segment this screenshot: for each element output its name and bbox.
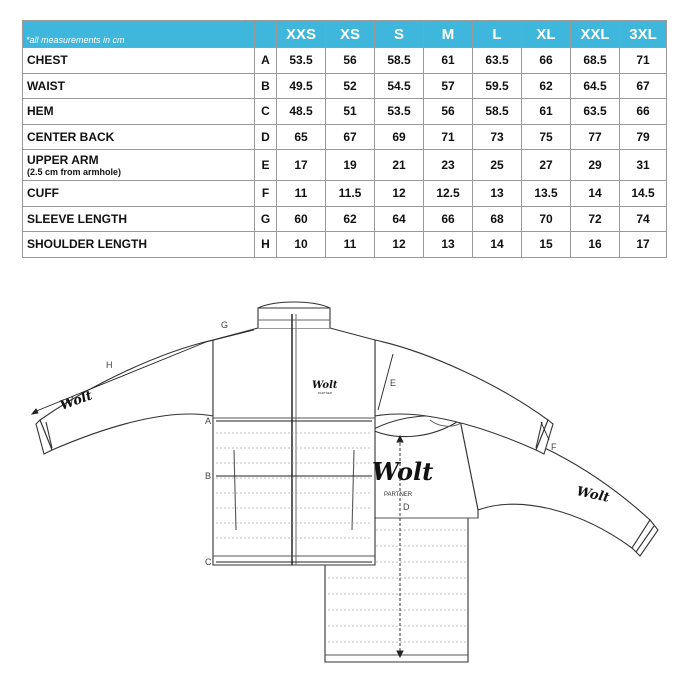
measurement-value: 67 [326, 124, 375, 150]
measurement-value: 11 [326, 232, 375, 258]
label-a: A [205, 416, 212, 426]
measurement-name [23, 206, 255, 232]
measurement-value: 71 [424, 124, 473, 150]
measurement-value: 68 [473, 206, 522, 232]
measurement-name [23, 73, 255, 99]
measurement-name-text: HEM [27, 104, 54, 119]
measurement-value: 49.5 [277, 73, 326, 99]
measurement-value: 69 [375, 124, 424, 150]
measurement-name [23, 48, 255, 74]
measurement-value: 17 [277, 150, 326, 181]
measurement-value: 64.5 [571, 73, 620, 99]
measurement-value: 12.5 [424, 181, 473, 207]
measurement-row [23, 48, 667, 74]
label-g: G [221, 320, 229, 330]
measurement-value: 67 [620, 73, 667, 99]
measurement-value: 63.5 [571, 99, 620, 125]
measurement-name-text: SHOULDER LENGTH [27, 237, 147, 252]
measurement-value: 59.5 [473, 73, 522, 99]
label-f: F [551, 442, 557, 452]
measurement-value: 72 [571, 206, 620, 232]
measurement-value: 48.5 [277, 99, 326, 125]
measurement-value: 62 [522, 73, 571, 99]
measurement-value: 77 [571, 124, 620, 150]
measurement-subnote: (2.5 cm from armhole) [27, 167, 122, 177]
jacket-diagram [0, 290, 684, 690]
measurement-value: 21 [375, 150, 424, 181]
size-header: M [424, 21, 473, 48]
measurement-row [23, 124, 667, 150]
right-sleeve-logo: Wolt [575, 484, 611, 506]
measurement-value: 52 [326, 73, 375, 99]
size-header: XL [522, 21, 571, 48]
measurement-name-text: WAIST [27, 78, 65, 93]
measurement-letter: E [255, 150, 277, 181]
measurement-value: 61 [522, 99, 571, 125]
measurement-value: 61 [424, 48, 473, 74]
measurement-value: 13 [473, 181, 522, 207]
front-logo-text: Wolt [312, 380, 338, 391]
measurement-letter: C [255, 99, 277, 125]
measurement-row [23, 73, 667, 99]
measurement-value: 53.5 [375, 99, 424, 125]
measurement-value: 11.5 [326, 181, 375, 207]
measurement-value: 64 [375, 206, 424, 232]
measurement-value: 79 [620, 124, 667, 150]
measurement-value: 54.5 [375, 73, 424, 99]
measurement-value: 70 [522, 206, 571, 232]
measurement-value: 13 [424, 232, 473, 258]
back-logo-sub: PARTNER [384, 492, 413, 498]
size-header-row [23, 21, 667, 48]
front-logo-sub: PARTNER [318, 391, 333, 395]
measurement-value: 65 [277, 124, 326, 150]
size-header: 3XL [620, 21, 667, 48]
label-h: H [106, 360, 113, 370]
measurement-letter: A [255, 48, 277, 74]
measurement-value: 12 [375, 181, 424, 207]
measurement-value: 51 [326, 99, 375, 125]
measurement-name-text: UPPER ARM [27, 153, 99, 167]
measurement-value: 66 [424, 206, 473, 232]
measurement-name [23, 124, 255, 150]
measurement-name [23, 99, 255, 125]
measurement-letter: D [255, 124, 277, 150]
measurement-name-text: SLEEVE LENGTH [27, 211, 128, 226]
measurement-row [23, 150, 667, 181]
measurement-name-text: CHEST [27, 53, 68, 68]
measurement-value: 58.5 [375, 48, 424, 74]
measurement-value: 19 [326, 150, 375, 181]
label-d: D [403, 502, 410, 512]
measurement-value: 23 [424, 150, 473, 181]
measurement-name [23, 232, 255, 258]
measurement-value: 56 [326, 48, 375, 74]
measurement-row [23, 232, 667, 258]
size-header: S [375, 21, 424, 48]
measurement-value: 66 [620, 99, 667, 125]
measurement-name [23, 181, 255, 207]
back-logo-text: Wolt [372, 457, 434, 486]
measurement-value: 14 [571, 181, 620, 207]
measurement-value: 10 [277, 232, 326, 258]
measurement-value: 73 [473, 124, 522, 150]
measurement-value: 11 [277, 181, 326, 207]
size-header: XS [326, 21, 375, 48]
measurement-value: 15 [522, 232, 571, 258]
measurement-value: 13.5 [522, 181, 571, 207]
measurement-letter: F [255, 181, 277, 207]
size-header: L [473, 21, 522, 48]
measurement-value: 56 [424, 99, 473, 125]
size-chart-table [22, 20, 667, 258]
measurement-value: 75 [522, 124, 571, 150]
measurement-value: 66 [522, 48, 571, 74]
measurement-value: 16 [571, 232, 620, 258]
measurement-value: 31 [620, 150, 667, 181]
measurement-value: 25 [473, 150, 522, 181]
measurement-name [23, 150, 255, 181]
size-header: XXL [571, 21, 620, 48]
measurement-value: 14.5 [620, 181, 667, 207]
left-sleeve-logo: Wolt [58, 388, 95, 414]
letter-header [255, 21, 277, 48]
measurement-value: 71 [620, 48, 667, 74]
measurement-value: 74 [620, 206, 667, 232]
measurement-row [23, 99, 667, 125]
label-c: C [205, 557, 212, 567]
label-e: E [390, 378, 397, 388]
measurement-value: 17 [620, 232, 667, 258]
measurement-row [23, 181, 667, 207]
measurement-value: 68.5 [571, 48, 620, 74]
measurement-value: 53.5 [277, 48, 326, 74]
measurement-value: 57 [424, 73, 473, 99]
measurement-value: 12 [375, 232, 424, 258]
measurement-value: 62 [326, 206, 375, 232]
measurement-value: 58.5 [473, 99, 522, 125]
measurement-note: *all measurements in cm [23, 21, 255, 48]
measurement-value: 63.5 [473, 48, 522, 74]
measurement-value: 14 [473, 232, 522, 258]
measurement-letter: H [255, 232, 277, 258]
measurement-value: 60 [277, 206, 326, 232]
measurement-value: 29 [571, 150, 620, 181]
label-b: B [205, 471, 212, 481]
measurement-name-text: CENTER BACK [27, 129, 115, 144]
measurement-letter: G [255, 206, 277, 232]
measurement-value: 27 [522, 150, 571, 181]
measurement-row [23, 206, 667, 232]
size-header: XXS [277, 21, 326, 48]
measurement-letter: B [255, 73, 277, 99]
measurement-name-text: CUFF [27, 186, 59, 201]
